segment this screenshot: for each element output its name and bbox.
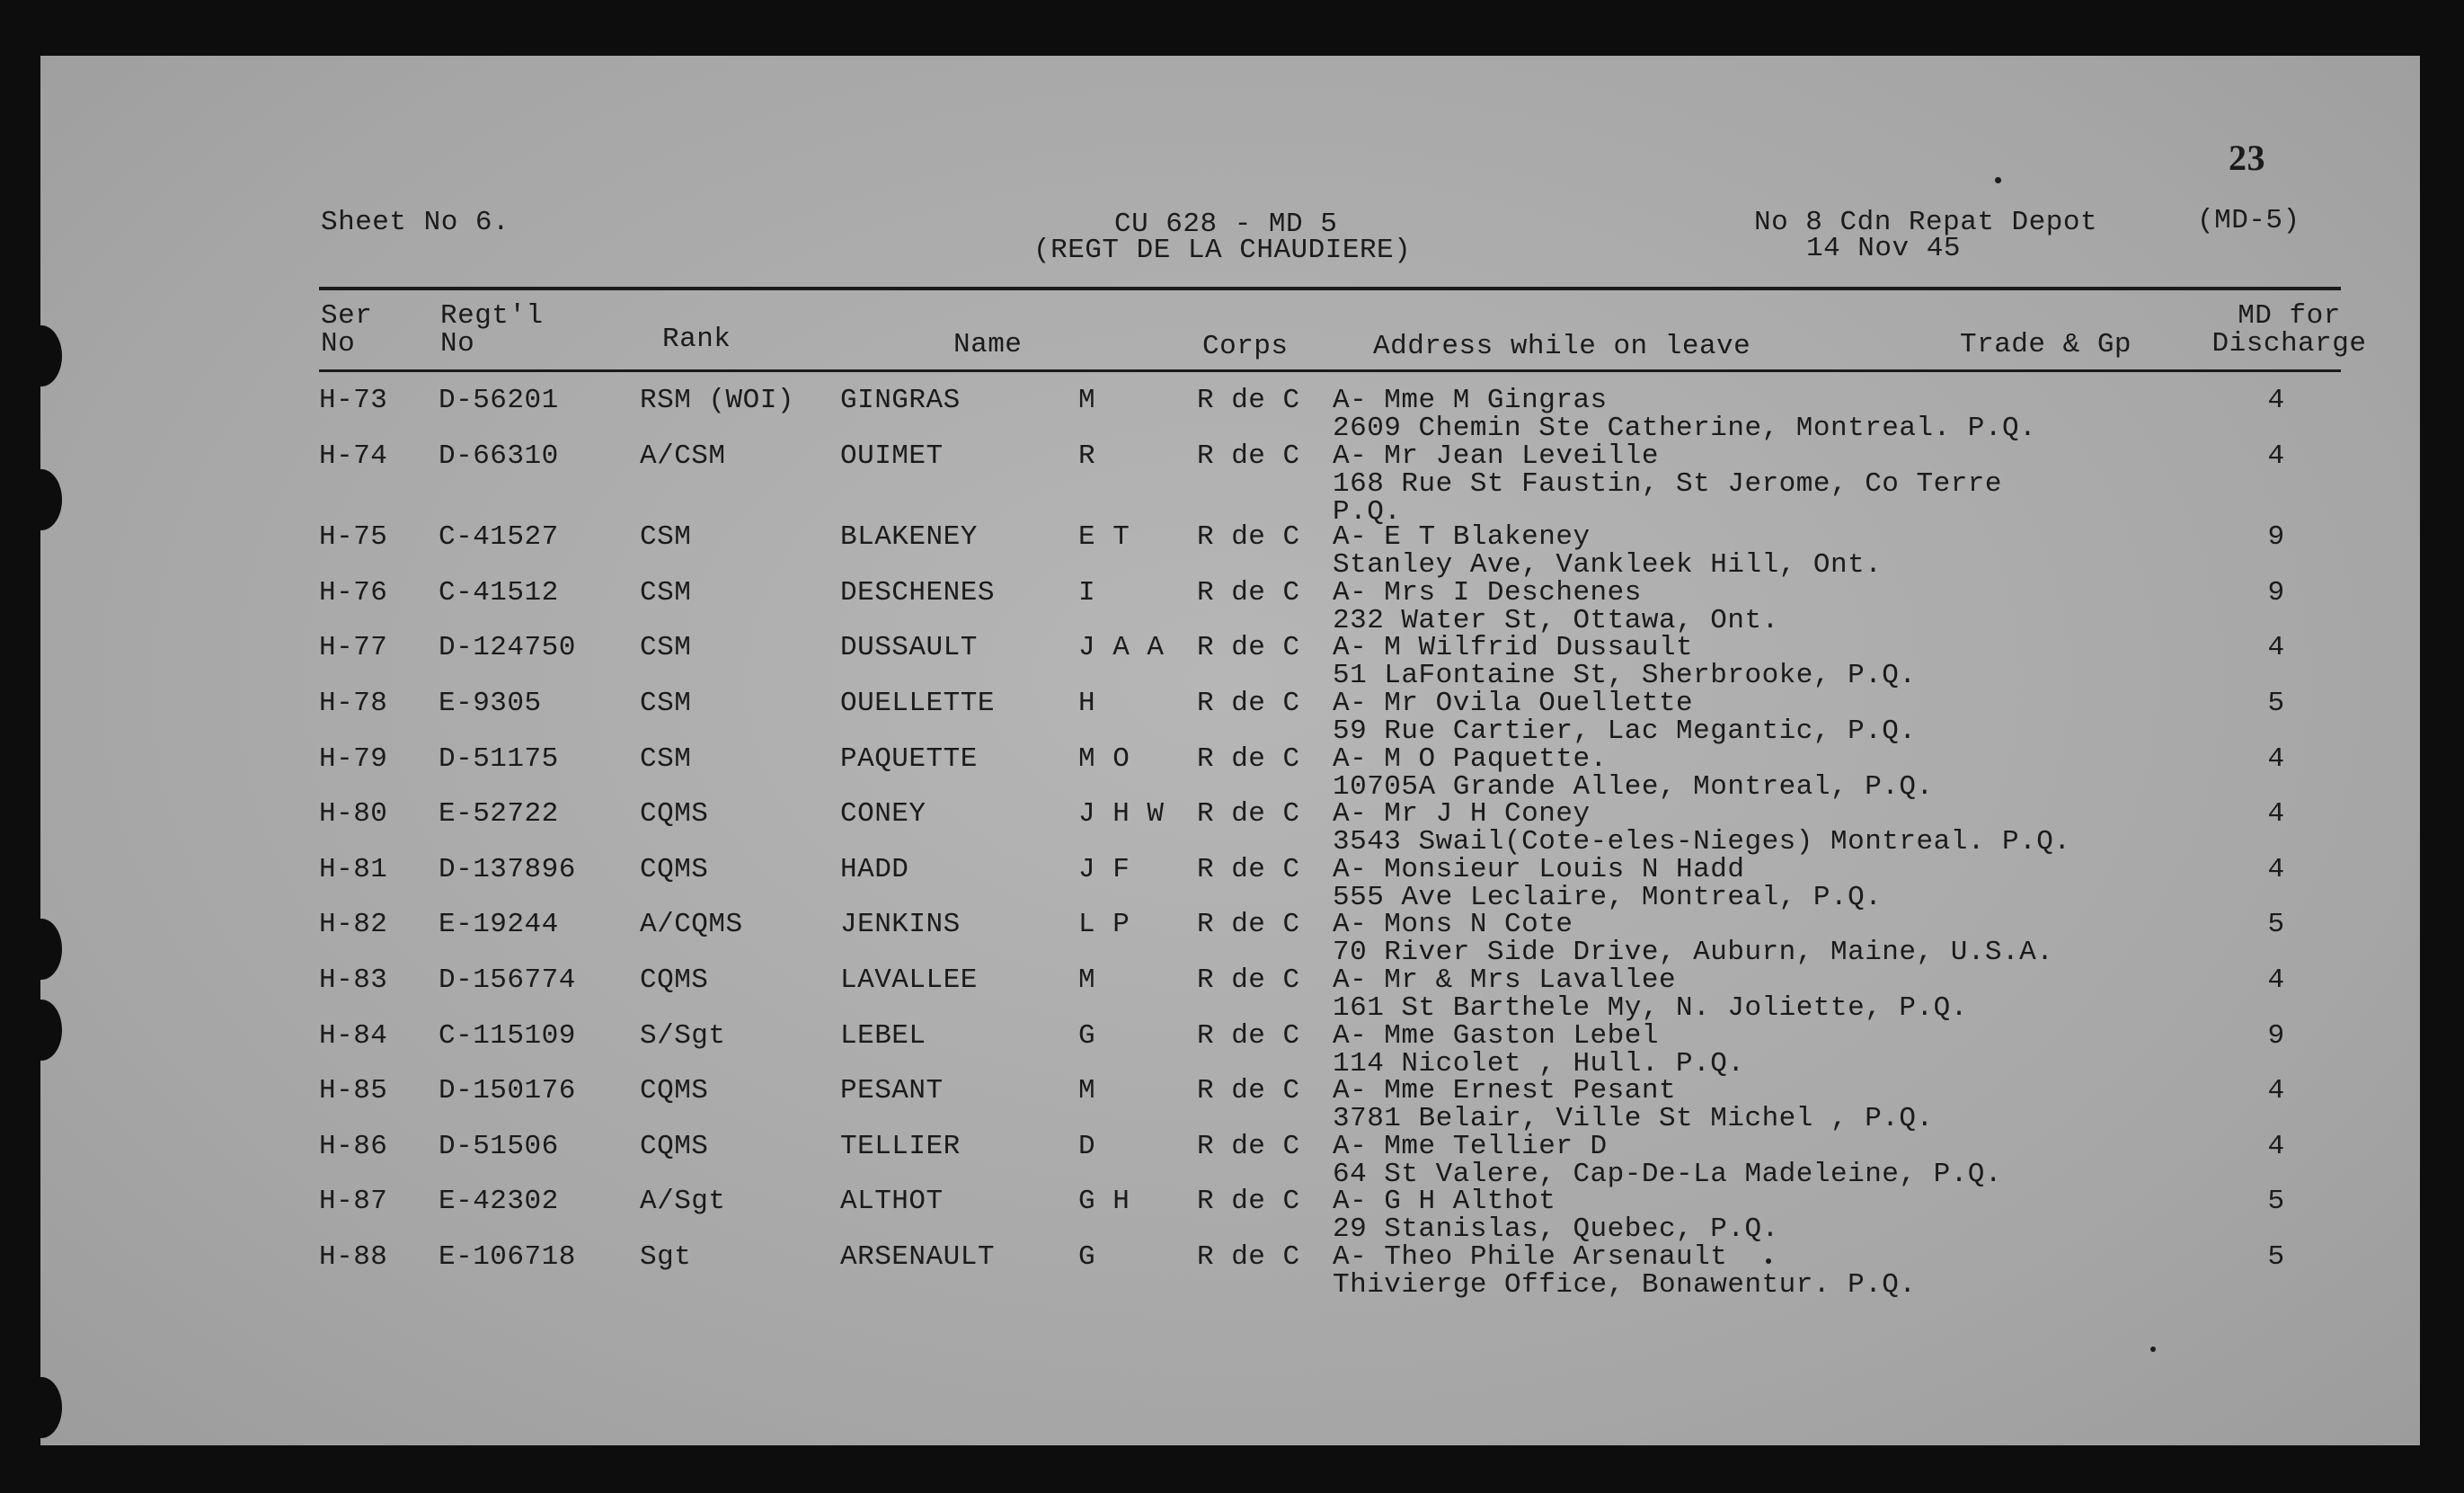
address-line2-cell: 168 Rue St Faustin, St Jerome, Co Terre bbox=[1333, 467, 2003, 500]
initials-cell: E T bbox=[1078, 521, 1130, 554]
md-code: (MD-5) bbox=[2197, 205, 2300, 236]
rank-cell: RSM (WOI) bbox=[640, 385, 794, 416]
ser-cell: H-85 bbox=[319, 1075, 388, 1107]
address-line1-cell: A- E T Blakeney bbox=[1333, 521, 1591, 554]
col-address: Address while on leave bbox=[1373, 331, 1751, 362]
table-row bbox=[40, 909, 2420, 969]
regt-number-cell: E-9305 bbox=[439, 688, 542, 719]
initials-cell: R bbox=[1078, 440, 1096, 472]
ser-cell: H-86 bbox=[319, 1130, 388, 1162]
table-row bbox=[40, 742, 2420, 803]
address-line2-cell: 555 Ave Leclaire, Montreal, P.Q. bbox=[1333, 881, 1883, 913]
rank-cell: A/CQMS bbox=[640, 909, 743, 941]
rank-cell: Sgt bbox=[640, 1241, 692, 1273]
regt-number-cell: D-51506 bbox=[439, 1130, 559, 1162]
rank-cell: A/Sgt bbox=[640, 1186, 726, 1218]
initials-cell: L P bbox=[1078, 909, 1130, 941]
rank-cell: CQMS bbox=[640, 964, 709, 996]
document-sheet bbox=[40, 56, 2420, 1445]
initials-cell: D bbox=[1078, 1130, 1096, 1162]
address-line2-cell: Thivierge Office, Bonawentur. P.Q. bbox=[1333, 1269, 1917, 1301]
corps-cell: R de C bbox=[1197, 1241, 1300, 1273]
ser-cell: H-76 bbox=[319, 576, 388, 609]
punch-hole bbox=[21, 325, 62, 387]
md-discharge-cell: 5 bbox=[2267, 909, 2285, 941]
ser-cell: H-81 bbox=[319, 853, 388, 885]
initials-cell: J H W bbox=[1078, 798, 1165, 831]
ser-cell: H-82 bbox=[319, 909, 388, 941]
address-line1-cell: A- Mme Gaston Lebel bbox=[1333, 1019, 1659, 1052]
unit-code: CU 628 - MD 5 bbox=[1114, 209, 1338, 240]
initials-cell: J A A bbox=[1078, 632, 1165, 664]
ser-cell: H-83 bbox=[319, 964, 388, 996]
corps-cell: R de C bbox=[1197, 1186, 1300, 1218]
surname-cell: HADD bbox=[840, 853, 909, 885]
address-line1-cell: A- M Wilfrid Dussault bbox=[1333, 632, 1694, 664]
rank-cell: CSM bbox=[640, 688, 692, 719]
rank-cell: CSM bbox=[640, 742, 692, 775]
col-name: Name bbox=[953, 329, 1023, 360]
address-line2-cell: 29 Stanislas, Quebec, P.Q. bbox=[1333, 1213, 1779, 1246]
address-line1-cell: A- Mrs I Deschenes bbox=[1333, 576, 1642, 609]
corps-cell: R de C bbox=[1197, 632, 1300, 664]
md-discharge-cell: 9 bbox=[2267, 1019, 2285, 1052]
ser-cell: H-87 bbox=[319, 1186, 388, 1218]
rank-cell: CQMS bbox=[640, 1075, 709, 1107]
address-line1-cell: A- G H Althot bbox=[1333, 1186, 1556, 1218]
initials-cell: H bbox=[1078, 688, 1096, 719]
address-line1-cell: A- M O Paquette. bbox=[1333, 742, 1608, 775]
address-line2-cell: 161 St Barthele My, N. Joliette, P.Q. bbox=[1333, 992, 1968, 1024]
regt-number-cell: E-52722 bbox=[439, 798, 559, 831]
address-line1-cell: A- Mme M Gingras bbox=[1333, 385, 1608, 416]
corps-cell: R de C bbox=[1197, 521, 1300, 554]
md-discharge-cell: 5 bbox=[2267, 1186, 2285, 1218]
table-row bbox=[40, 1019, 2420, 1080]
rank-cell: A/CSM bbox=[640, 440, 726, 472]
table-row bbox=[40, 440, 2420, 528]
md-discharge-cell: 4 bbox=[2267, 1130, 2285, 1162]
md-discharge-cell: 4 bbox=[2267, 1075, 2285, 1107]
table-row bbox=[40, 800, 2420, 856]
address-line1-cell: A- Mr Jean Leveille bbox=[1333, 440, 1659, 472]
col-regt-line2: No bbox=[440, 328, 475, 360]
address-line2-cell: 2609 Chemin Ste Catherine, Montreal. P.Q. bbox=[1333, 413, 2037, 444]
corps-cell: R de C bbox=[1197, 853, 1300, 885]
md-discharge-cell: 5 bbox=[2267, 688, 2285, 719]
sheet-number: Sheet No 6. bbox=[321, 207, 510, 238]
regt-number-cell: E-19244 bbox=[439, 909, 559, 941]
table-row bbox=[40, 1243, 2420, 1299]
page-number: 23 bbox=[2229, 138, 2265, 178]
md-discharge-cell: 4 bbox=[2267, 385, 2285, 416]
regt-number-cell: D-56201 bbox=[439, 385, 559, 416]
md-discharge-cell: 4 bbox=[2267, 632, 2285, 664]
col-rank: Rank bbox=[662, 324, 731, 355]
rank-cell: CSM bbox=[640, 521, 692, 554]
regt-number-cell: C-41512 bbox=[439, 576, 559, 609]
col-md-line1: MD for bbox=[2238, 300, 2341, 332]
address-line2-cell: 59 Rue Cartier, Lac Megantic, P.Q. bbox=[1333, 715, 1917, 747]
corps-cell: R de C bbox=[1197, 688, 1300, 719]
corps-cell: R de C bbox=[1197, 742, 1300, 775]
ser-cell: H-78 bbox=[319, 688, 388, 719]
address-line1-cell: A- Mme Ernest Pesant bbox=[1333, 1075, 1677, 1107]
col-ser-line2: No bbox=[321, 328, 356, 360]
regt-number-cell: D-66310 bbox=[439, 440, 559, 472]
md-discharge-cell: 9 bbox=[2267, 576, 2285, 609]
initials-cell: M bbox=[1078, 964, 1096, 996]
address-line2-cell: 232 Water St, Ottawa, Ont. bbox=[1333, 604, 1779, 636]
surname-cell: ALTHOT bbox=[840, 1186, 944, 1218]
address-line2-cell: 64 St Valere, Cap-De-La Madeleine, P.Q. bbox=[1333, 1158, 2003, 1190]
table-row bbox=[40, 576, 2420, 636]
regt-number-cell: D-150176 bbox=[439, 1075, 576, 1107]
table-row bbox=[40, 966, 2420, 1022]
initials-cell: M bbox=[1078, 385, 1096, 416]
address-line2-cell: 114 Nicolet , Hull. P.Q. bbox=[1333, 1047, 1745, 1080]
table-row bbox=[40, 1186, 2420, 1246]
initials-cell: G bbox=[1078, 1241, 1096, 1273]
header-rule-bottom bbox=[319, 369, 2341, 372]
ser-cell: H-74 bbox=[319, 440, 388, 472]
surname-cell: OUELLETTE bbox=[840, 688, 995, 719]
initials-cell: M bbox=[1078, 1075, 1096, 1107]
regt-number-cell: E-106718 bbox=[439, 1241, 576, 1273]
surname-cell: CONEY bbox=[840, 798, 926, 831]
surname-cell: PESANT bbox=[840, 1075, 944, 1107]
table-row bbox=[40, 853, 2420, 913]
corps-cell: R de C bbox=[1197, 385, 1300, 416]
address-line1-cell: A- Mons N Cote bbox=[1333, 909, 1573, 941]
surname-cell: LAVALLEE bbox=[840, 964, 978, 996]
corps-cell: R de C bbox=[1197, 909, 1300, 941]
md-discharge-cell: 4 bbox=[2267, 440, 2285, 472]
md-discharge-cell: 4 bbox=[2267, 798, 2285, 831]
regt-number-cell: D-51175 bbox=[439, 742, 559, 775]
corps-cell: R de C bbox=[1197, 1075, 1300, 1107]
address-line1-cell: A- Mr J H Coney bbox=[1333, 798, 1591, 831]
corps-cell: R de C bbox=[1197, 1130, 1300, 1162]
address-line2-cell: 70 River Side Drive, Auburn, Maine, U.S.A. bbox=[1333, 937, 2054, 969]
ser-cell: H-80 bbox=[319, 798, 388, 831]
rank-cell: CQMS bbox=[640, 853, 709, 885]
address-line3-cell: P.Q. bbox=[1333, 495, 1402, 528]
surname-cell: JENKINS bbox=[840, 909, 961, 941]
address-line1-cell: A- Monsieur Louis N Hadd bbox=[1333, 853, 1745, 885]
corps-cell: R de C bbox=[1197, 440, 1300, 472]
regt-number-cell: D-137896 bbox=[439, 853, 576, 885]
corps-cell: R de C bbox=[1197, 964, 1300, 996]
regiment-name: (REGT DE LA CHAUDIERE) bbox=[1033, 235, 1412, 266]
initials-cell: G bbox=[1078, 1019, 1096, 1052]
depot-name: No 8 Cdn Repat Depot bbox=[1754, 207, 2098, 238]
col-ser-line1: Ser bbox=[321, 300, 373, 332]
regt-number-cell: C-115109 bbox=[439, 1019, 576, 1052]
address-line2-cell: 3781 Belair, Ville St Michel , P.Q. bbox=[1333, 1103, 1934, 1135]
initials-cell: M O bbox=[1078, 742, 1130, 775]
address-line1-cell: A- Mr Ovila Ouellette bbox=[1333, 688, 1694, 719]
surname-cell: BLAKENEY bbox=[840, 521, 978, 554]
md-discharge-cell: 4 bbox=[2267, 964, 2285, 996]
surname-cell: OUIMET bbox=[840, 440, 944, 472]
surname-cell: DESCHENES bbox=[840, 576, 995, 609]
corps-cell: R de C bbox=[1197, 1019, 1300, 1052]
regt-number-cell: E-42302 bbox=[439, 1186, 559, 1218]
initials-cell: J F bbox=[1078, 853, 1130, 885]
sheet-date: 14 Nov 45 bbox=[1806, 233, 1961, 264]
ink-dot bbox=[2150, 1346, 2156, 1352]
surname-cell: GINGRAS bbox=[840, 385, 961, 416]
header-rule-top bbox=[319, 287, 2341, 290]
rank-cell: CSM bbox=[640, 632, 692, 664]
address-line2-cell: 51 LaFontaine St, Sherbrooke, P.Q. bbox=[1333, 660, 1917, 692]
rank-cell: CQMS bbox=[640, 1130, 709, 1162]
regt-number-cell: C-41527 bbox=[439, 521, 559, 554]
table-row bbox=[40, 1130, 2420, 1190]
table-row bbox=[40, 521, 2420, 582]
initials-cell: G H bbox=[1078, 1186, 1130, 1218]
table-row bbox=[40, 632, 2420, 692]
col-md-line2: Discharge bbox=[2211, 328, 2367, 360]
table-row bbox=[40, 387, 2420, 442]
surname-cell: LEBEL bbox=[840, 1019, 926, 1052]
ink-dot bbox=[1995, 177, 2001, 183]
rank-cell: CQMS bbox=[640, 798, 709, 831]
table-row bbox=[40, 1077, 2420, 1133]
address-line2-cell: Stanley Ave, Vankleek Hill, Ont. bbox=[1333, 549, 1883, 582]
ser-cell: H-79 bbox=[319, 742, 388, 775]
corps-cell: R de C bbox=[1197, 576, 1300, 609]
ser-cell: H-84 bbox=[319, 1019, 388, 1052]
surname-cell: TELLIER bbox=[840, 1130, 961, 1162]
address-line1-cell: A- Theo Phile Arsenault bbox=[1333, 1241, 1728, 1273]
md-discharge-cell: 4 bbox=[2267, 853, 2285, 885]
ser-cell: H-88 bbox=[319, 1241, 388, 1273]
rank-cell: S/Sgt bbox=[640, 1019, 726, 1052]
col-trade: Trade & Gp bbox=[1960, 329, 2132, 360]
ser-cell: H-73 bbox=[319, 385, 388, 416]
address-line1-cell: A- Mme Tellier D bbox=[1333, 1130, 1608, 1162]
regt-number-cell: D-156774 bbox=[439, 964, 576, 996]
md-discharge-cell: 4 bbox=[2267, 742, 2285, 775]
md-discharge-cell: 9 bbox=[2267, 521, 2285, 554]
address-line2-cell: 10705A Grande Allee, Montreal, P.Q. bbox=[1333, 770, 1934, 803]
corps-cell: R de C bbox=[1197, 798, 1300, 831]
ser-cell: H-75 bbox=[319, 521, 388, 554]
surname-cell: ARSENAULT bbox=[840, 1241, 995, 1273]
ser-cell: H-77 bbox=[319, 632, 388, 664]
md-discharge-cell: 5 bbox=[2267, 1241, 2285, 1273]
regt-number-cell: D-124750 bbox=[439, 632, 576, 664]
surname-cell: DUSSAULT bbox=[840, 632, 978, 664]
col-corps: Corps bbox=[1202, 331, 1289, 362]
table-row bbox=[40, 689, 2420, 745]
rank-cell: CSM bbox=[640, 576, 692, 609]
surname-cell: PAQUETTE bbox=[840, 742, 978, 775]
ink-dot bbox=[1766, 1258, 1771, 1264]
address-line2-cell: 3543 Swail(Cote-eles-Nieges) Montreal. P.Q. bbox=[1333, 826, 2071, 858]
address-line1-cell: A- Mr & Mrs Lavallee bbox=[1333, 964, 1677, 996]
punch-hole bbox=[21, 1377, 62, 1438]
initials-cell: I bbox=[1078, 576, 1096, 609]
col-regt-line1: Regt'l bbox=[440, 300, 544, 332]
